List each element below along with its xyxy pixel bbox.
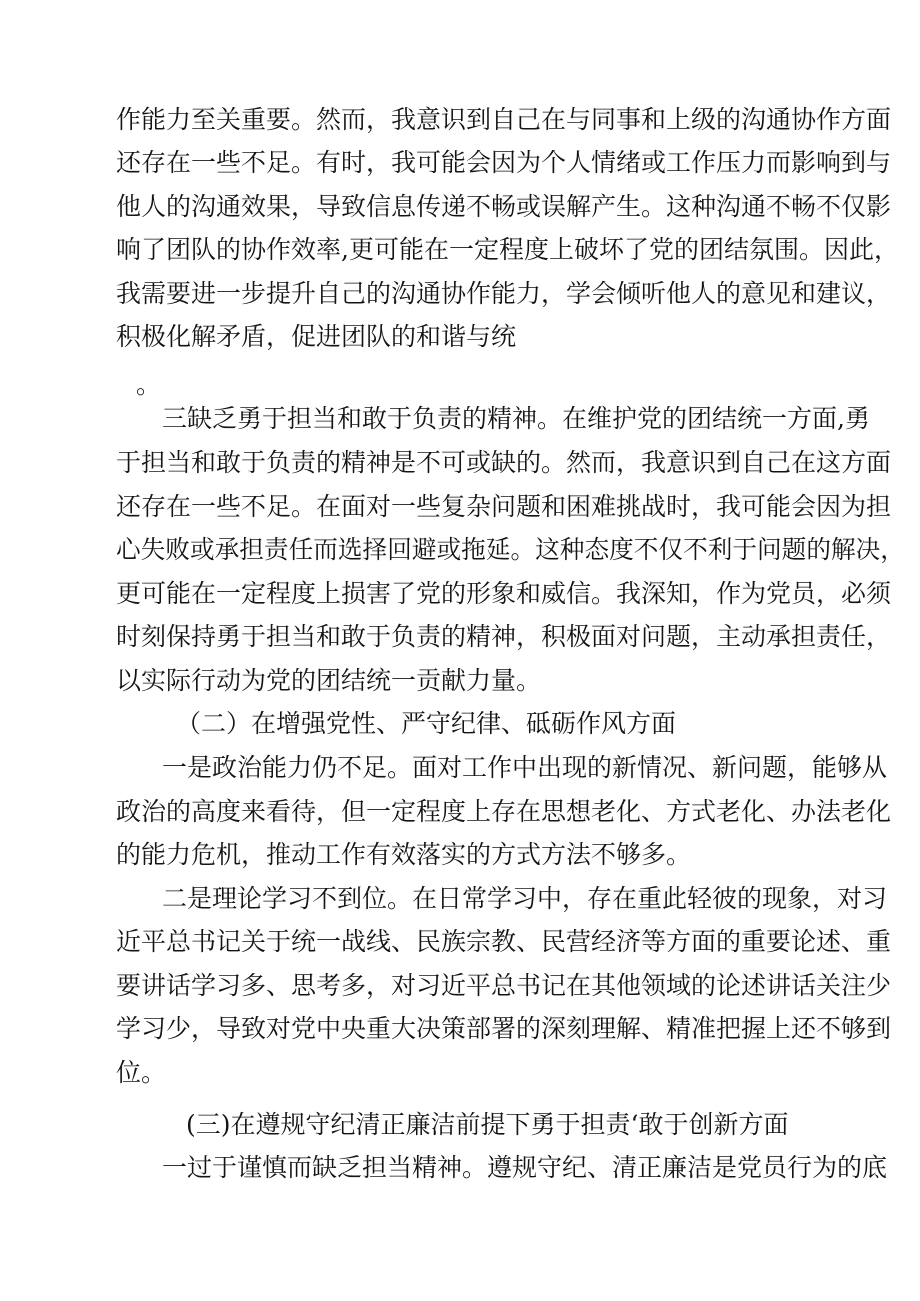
- section-heading: (三)在遵规守纪清正廉洁前提下勇于担责‘敢于创新方面: [186, 1110, 789, 1139]
- body-line: 政治的高度来看待，但一定程度上存在思想老化、方式老化、办法老化: [116, 797, 892, 826]
- section-heading: （二）在增强党性、严守纪律、砥砺作风方面: [176, 709, 677, 738]
- body-line: 学习少，导致对党中央重大决策部署的深刻理解、精准把握上还不够到: [116, 1014, 892, 1043]
- body-line: 积极化解矛盾，促进团队的和谐与统: [116, 322, 517, 351]
- paragraph-first-line: 三缺乏勇于担当和敢于负责的精神。在维护党的团结统一方面,勇: [162, 404, 870, 433]
- body-line: 还存在一些不足。有时，我可能会因为个人情绪或工作压力而影响到与: [116, 148, 892, 177]
- body-line: 要讲话学习多、思考多，对习近平总书记在其他领域的论述讲话关注少: [116, 971, 892, 1000]
- body-line: 心失败或承担责任而选择回避或拖延。这种态度不仅不利于问题的解决，: [116, 535, 905, 564]
- body-line: 我需要进一步提升自己的沟通协作能力，学会倾听他人的意见和建议，: [116, 279, 892, 308]
- body-line: 于担当和敢于负责的精神是不可或缺的。然而，我意识到自己在这方面: [116, 448, 892, 477]
- body-line: 响了团队的协作效率,更可能在一定程度上破坏了党的团结氛围。因此，: [116, 235, 899, 264]
- paragraph-first-line: 一过于谨慎而缺乏担当精神。遵规守纪、清正廉洁是党员行为的底: [162, 1153, 888, 1182]
- body-line: 近平总书记关于统一战线、民族宗教、民营经济等方面的重要论述、重: [116, 927, 892, 956]
- body-line: 的能力危机，推动工作有效落实的方式方法不够多。: [116, 840, 692, 869]
- body-line: 更可能在一定程度上损害了党的形象和威信。我深知，作为党员，必须: [116, 579, 892, 608]
- body-line: 他人的沟通效果，导致信息传递不畅或误解产生。这种沟通不畅不仅影: [116, 192, 892, 221]
- body-line: 以实际行动为党的团结统一贡献力量。: [116, 666, 542, 695]
- body-line: 时刻保持勇于担当和敢于负责的精神，积极面对问题，主动承担责任，: [116, 622, 892, 651]
- paragraph-first-line: 二是理论学习不到位。在日常学习中，存在重此轻彼的现象，对习: [162, 884, 888, 913]
- body-line: 作能力至关重要。然而，我意识到自己在与同事和上级的沟通协作方面: [116, 105, 892, 134]
- paragraph-first-line: 一是政治能力仍不足。面对工作中出现的新情况、新问题，能够从: [162, 753, 888, 782]
- body-line: 还存在一些不足。在面对一些复杂问题和困难挑战时，我可能会因为担: [116, 492, 892, 521]
- body-line: 。: [136, 370, 162, 399]
- body-line: 位。: [116, 1058, 167, 1087]
